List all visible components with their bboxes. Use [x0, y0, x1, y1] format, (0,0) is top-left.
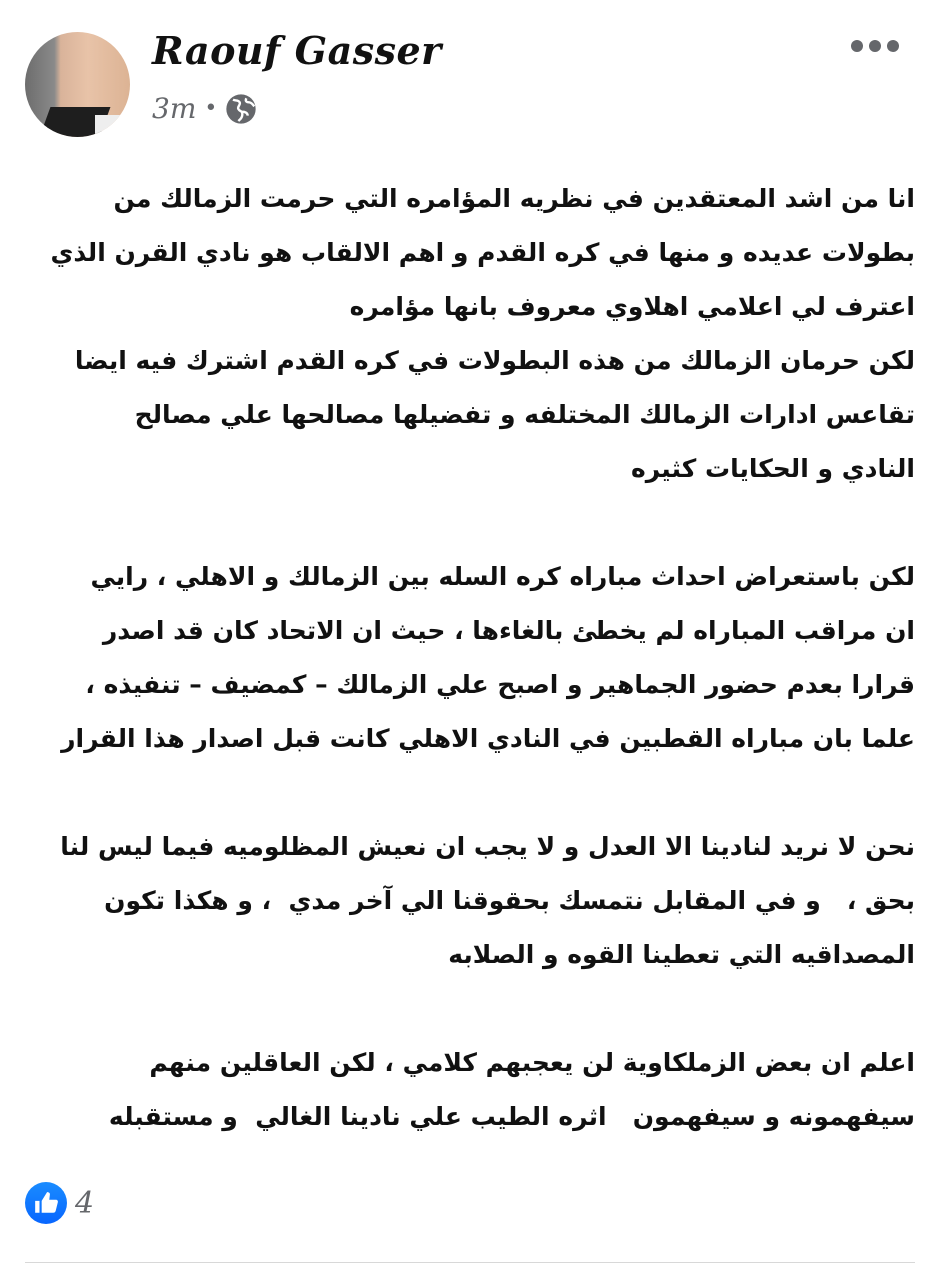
post-line: نحن لا نريد لنادينا الا العدل و لا يجب ان نعيش المظلوميه فيما ليس لنا: [60, 832, 915, 861]
globe-icon[interactable]: [225, 93, 257, 125]
reactions-bar[interactable]: [25, 1182, 94, 1224]
post-line: بطولات عديده و منها في كره القدم و اهم الالقاب هو نادي القرن الذي: [50, 238, 915, 267]
blank-line: [24, 496, 915, 550]
post-line: لكن باستعراض احداث مباراه كره السله بين الزمالك و الاهلي ، رايي: [90, 562, 915, 591]
post-line: قرارا بعدم حضور الجماهير و اصبح علي الزمالك – كمضيف – تنفيذه ،: [85, 670, 915, 699]
like-reaction-icon: [25, 1182, 67, 1224]
meta-separator: •: [204, 96, 218, 121]
dot-icon: [851, 40, 863, 52]
post-line: علما بان مباراه القطبين في النادي الاهلي كانت قبل اصدار هذا القرار: [61, 724, 915, 753]
dot-icon: [887, 40, 899, 52]
post-line: انا من اشد المعتقدين في نظريه المؤامره التي حرمت الزمالك من: [113, 184, 915, 213]
post-line: النادي و الحكايات كثيره: [631, 454, 915, 483]
more-options-button[interactable]: [851, 40, 899, 52]
post-line: لكن حرمان الزمالك من هذه البطولات في كره القدم اشترك فيه ايضا: [74, 346, 915, 375]
dot-icon: [869, 40, 881, 52]
divider: [25, 1262, 915, 1263]
post-line: المصداقيه التي تعطينا القوه و الصلابه: [448, 940, 915, 969]
post-line: اعلم ان بعض الزملكاوية لن يعجبهم كلامي ، لكن العاقلين منهم: [149, 1048, 915, 1077]
blank-line: [24, 766, 915, 820]
post-line: تقاعس ادارات الزمالك المختلفه و تفضيلها مصالحها علي مصالح: [134, 400, 915, 429]
author-name[interactable]: Raouf Gasser: [152, 28, 442, 73]
post-time[interactable]: 3m: [152, 92, 197, 125]
author-avatar[interactable]: [25, 32, 130, 137]
post-line: سيفهمونه و سيفهمون اثره الطيب علي نادينا الغالي و مستقبله: [108, 1102, 915, 1131]
post-text: [24, 172, 915, 1144]
avatar-shirt: [95, 115, 125, 137]
post-line: ان مراقب المباراه لم يخطئ بالغاءها ، حيث ان الاتحاد كان قد اصدر: [102, 616, 915, 645]
post-line: بحق ، و في المقابل نتمسك بحقوقنا الي آخر مدي ، و هكذا تكون: [104, 886, 915, 915]
post-meta: [152, 92, 257, 125]
post-line: اعترف لي اعلامي اهلاوي معروف بانها مؤامره: [349, 292, 915, 321]
reaction-count: 4: [75, 1185, 95, 1221]
blank-line: [24, 982, 915, 1036]
